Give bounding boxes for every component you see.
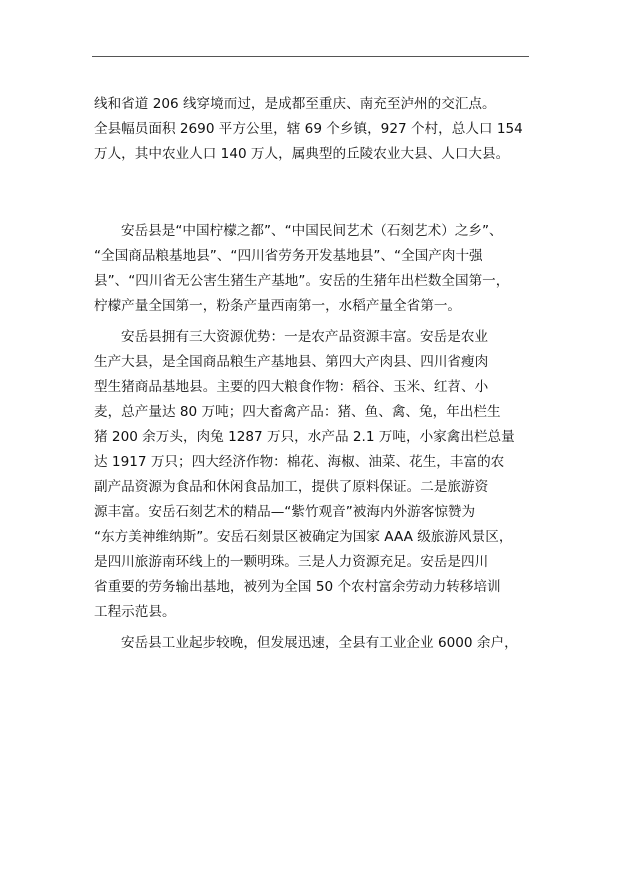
text-line: 全县幅员面积 2690 平方公里，辖 69 个乡镇，927 个村，总人口 154 [94, 121, 523, 137]
text-line: 省重要的劳务输出基地，被列为全国 50 个农村富余劳动力转移培训 [94, 579, 501, 595]
text-line: 线和省道 206 线穿境而过，是成都至重庆、南充至泸州的交汇点。 [94, 96, 496, 112]
text-line: 源丰富。安岳石刻艺术的精品—“紫竹观音”被海内外游客惊赞为 [94, 504, 476, 520]
paragraph-geography [94, 92, 530, 167]
text-line: “全国商品粮基地县”、“四川省劳务开发基地县”、“全国产肉十强 [94, 248, 483, 264]
paragraph-resources [94, 325, 530, 625]
header-rule [92, 56, 529, 57]
paragraph-honors [94, 219, 530, 319]
text-line: 万人，其中农业人口 140 万人，属典型的丘陵农业大县、人口大县。 [94, 146, 510, 162]
paragraph-gap [94, 167, 530, 219]
text-line: 达 1917 万只；四大经济作物：棉花、海椒、油菜、花生，丰富的农 [94, 454, 505, 470]
text-line: 县”、“四川省无公害生猪生产基地”。安岳的生猪年出栏数全国第一， [94, 273, 510, 289]
text-line: 猪 200 余万头，肉兔 1287 万只，水产品 2.1 万吨，小家禽出栏总量 [94, 429, 515, 445]
text-line: 生产大县，是全国商品粮生产基地县、第四大产肉县、四川省瘦肉 [94, 354, 489, 370]
text-line: 安岳县工业起步较晚，但发展迅速，全县有工业企业 6000 余户， [121, 635, 518, 651]
text-line: 柠檬产量全国第一，粉条产量西南第一，水稻产量全省第一。 [94, 298, 462, 314]
text-line: 安岳县拥有三大资源优势：一是农产品资源丰富。安岳是农业 [121, 329, 489, 345]
text-line: 麦，总产量达 80 万吨；四大畜禽产品：猪、鱼、禽、兔，年出栏生 [94, 404, 501, 420]
text-line: 工程示范县。 [94, 604, 176, 620]
paragraph-industry [94, 631, 530, 656]
text-line: 安岳县是“中国柠檬之都”、“中国民间艺术（石刻艺术）之乡”、 [121, 223, 503, 239]
text-line: “东方美神维纳斯”。安岳石刻景区被确定为国家 AAA 级旅游风景区， [94, 529, 513, 545]
text-line: 型生猪商品基地县。主要的四大粮食作物：稻谷、玉米、红苕、小 [94, 379, 489, 395]
text-line: 副产品资源为食品和休闲食品加工，提供了原料保证。二是旅游资 [94, 479, 489, 495]
text-line: 是四川旅游南环线上的一颗明珠。三是人力资源充足。安岳是四川 [94, 554, 489, 570]
document-body [94, 92, 530, 656]
